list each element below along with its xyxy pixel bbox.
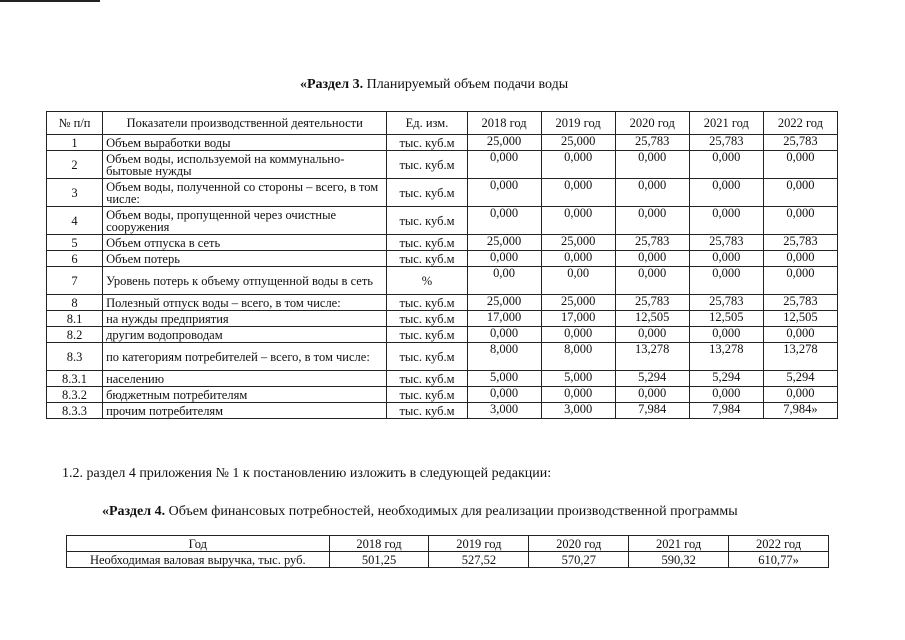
value-cell: 8,000 <box>541 343 615 371</box>
value-cell: 13,278 <box>689 343 763 371</box>
table-row <box>47 295 838 311</box>
header-cell: 2021 год <box>689 112 763 135</box>
value-cell: 17,000 <box>467 311 541 327</box>
row-number: 5 <box>47 235 103 251</box>
value-cell: 0,000 <box>689 151 763 179</box>
value-cell: 0,000 <box>541 207 615 235</box>
row-number: 8.3.3 <box>47 403 103 419</box>
value-cell: 0,00 <box>467 267 541 295</box>
section4-prefix: «Раздел 4. <box>102 504 166 519</box>
value-cell: 0,000 <box>689 387 763 403</box>
value-cell: 0,000 <box>467 151 541 179</box>
row-number: 3 <box>47 179 103 207</box>
row-number: 8.1 <box>47 311 103 327</box>
header-cell: 2022 год <box>763 112 837 135</box>
value-cell: 12,505 <box>689 311 763 327</box>
value-cell: 25,000 <box>541 295 615 311</box>
unit-cell: тыс. куб.м <box>387 371 467 387</box>
value-cell: 0,000 <box>689 207 763 235</box>
header-cell: 2019 год <box>429 536 529 552</box>
header-cell: Год <box>67 536 330 552</box>
table-row <box>47 327 838 343</box>
value-cell: 12,505 <box>763 311 837 327</box>
unit-cell: тыс. куб.м <box>387 151 467 179</box>
header-cell: 2022 год <box>729 536 829 552</box>
indicator-name: Полезный отпуск воды – всего, в том числе: <box>103 295 387 311</box>
value-cell: 501,25 <box>329 552 429 568</box>
value-cell: 0,000 <box>615 251 689 267</box>
header-cell: 2020 год <box>529 536 629 552</box>
value-cell: 25,783 <box>615 135 689 151</box>
value-cell: 0,000 <box>615 207 689 235</box>
value-cell: 25,783 <box>763 235 837 251</box>
table-row <box>47 151 838 179</box>
indicator-name: Объем воды, используемой на коммунально-бытовые нужды <box>103 151 387 179</box>
value-cell: 590,32 <box>629 552 729 568</box>
indicator-name: на нужды предприятия <box>103 311 387 327</box>
section3-title: Планируемый объем подачи воды <box>366 77 569 92</box>
value-cell: 527,52 <box>429 552 529 568</box>
row-number: 8.3.2 <box>47 387 103 403</box>
value-cell: 0,000 <box>467 179 541 207</box>
amendment-paragraph: 1.2. раздел 4 приложения № 1 к постановлению изложить в следующей редакции: <box>62 466 552 481</box>
value-cell: 0,000 <box>615 267 689 295</box>
value-cell: 0,000 <box>541 327 615 343</box>
row-number: 1 <box>47 135 103 151</box>
indicator-name: Объем отпуска в сеть <box>103 235 387 251</box>
value-cell: 3,000 <box>541 403 615 419</box>
header-cell: 2019 год <box>541 112 615 135</box>
unit-cell: тыс. куб.м <box>387 135 467 151</box>
row-number: 2 <box>47 151 103 179</box>
value-cell: 0,000 <box>689 251 763 267</box>
value-cell: 25,783 <box>689 135 763 151</box>
row-number: 8 <box>47 295 103 311</box>
indicator-name: Объем воды, полученной со стороны – всего, в том числе: <box>103 179 387 207</box>
indicator-name: по категориям потребителей – всего, в том числе: <box>103 343 387 371</box>
header-cell: 2020 год <box>615 112 689 135</box>
table-row <box>47 403 838 419</box>
section4-heading <box>102 504 738 520</box>
row-number: 8.2 <box>47 327 103 343</box>
unit-cell: тыс. куб.м <box>387 235 467 251</box>
header-cell: Показатели производственной деятельности <box>103 112 387 135</box>
section3-prefix: «Раздел 3. <box>300 77 364 92</box>
header-cell: Ед. изм. <box>387 112 467 135</box>
value-cell: 0,000 <box>541 387 615 403</box>
table-row <box>47 387 838 403</box>
value-cell: 0,000 <box>763 207 837 235</box>
water-supply-table <box>46 111 838 419</box>
value-cell: 7,984 <box>615 403 689 419</box>
value-cell: 8,000 <box>467 343 541 371</box>
row-number: 4 <box>47 207 103 235</box>
value-cell: 7,984» <box>763 403 837 419</box>
value-cell: 5,000 <box>467 371 541 387</box>
unit-cell: тыс. куб.м <box>387 311 467 327</box>
value-cell: 25,000 <box>541 135 615 151</box>
value-cell: 0,000 <box>689 267 763 295</box>
value-cell: 0,000 <box>763 151 837 179</box>
header-cell: 2018 год <box>329 536 429 552</box>
financial-needs-table <box>66 535 829 568</box>
value-cell: 0,000 <box>541 251 615 267</box>
table-row <box>47 371 838 387</box>
row-label: Необходимая валовая выручка, тыс. руб. <box>67 552 330 568</box>
value-cell: 3,000 <box>467 403 541 419</box>
row-number: 8.3.1 <box>47 371 103 387</box>
value-cell: 0,00 <box>541 267 615 295</box>
table-row <box>47 251 838 267</box>
row-number: 8.3 <box>47 343 103 371</box>
table-row <box>47 135 838 151</box>
value-cell: 0,000 <box>689 327 763 343</box>
unit-cell: тыс. куб.м <box>387 179 467 207</box>
unit-cell: тыс. куб.м <box>387 207 467 235</box>
table-header-row <box>47 112 838 135</box>
value-cell: 0,000 <box>541 151 615 179</box>
row-number: 7 <box>47 267 103 295</box>
top-border-line <box>0 0 100 2</box>
indicator-name: населению <box>103 371 387 387</box>
table-row <box>47 267 838 295</box>
indicator-name: прочим потребителям <box>103 403 387 419</box>
indicator-name: Объем потерь <box>103 251 387 267</box>
unit-cell: тыс. куб.м <box>387 295 467 311</box>
value-cell: 7,984 <box>689 403 763 419</box>
table-row <box>67 552 829 568</box>
value-cell: 0,000 <box>541 179 615 207</box>
value-cell: 0,000 <box>763 387 837 403</box>
value-cell: 0,000 <box>467 207 541 235</box>
value-cell: 25,000 <box>467 135 541 151</box>
value-cell: 5,294 <box>763 371 837 387</box>
unit-cell: тыс. куб.м <box>387 251 467 267</box>
value-cell: 25,783 <box>615 295 689 311</box>
value-cell: 0,000 <box>615 327 689 343</box>
indicator-name: Объем воды, пропущенной через очистные сооружения <box>103 207 387 235</box>
value-cell: 0,000 <box>467 327 541 343</box>
unit-cell: тыс. куб.м <box>387 327 467 343</box>
table-row <box>47 207 838 235</box>
value-cell: 25,783 <box>763 135 837 151</box>
table-header-row <box>67 536 829 552</box>
value-cell: 610,77» <box>729 552 829 568</box>
header-cell: № п/п <box>47 112 103 135</box>
table-body <box>47 135 838 419</box>
row-number: 6 <box>47 251 103 267</box>
value-cell: 25,000 <box>541 235 615 251</box>
unit-cell: тыс. куб.м <box>387 387 467 403</box>
value-cell: 25,783 <box>689 235 763 251</box>
value-cell: 0,000 <box>615 151 689 179</box>
value-cell: 0,000 <box>763 327 837 343</box>
value-cell: 13,278 <box>763 343 837 371</box>
section4-title: Объем финансовых потребностей, необходимых для реализации производственной программы <box>168 504 738 519</box>
indicator-name: Уровень потерь к объему отпущенной воды в сеть <box>103 267 387 295</box>
value-cell: 0,000 <box>763 179 837 207</box>
section3-heading <box>300 77 568 93</box>
value-cell: 17,000 <box>541 311 615 327</box>
value-cell: 0,000 <box>615 387 689 403</box>
indicator-name: бюджетным потребителям <box>103 387 387 403</box>
table-row <box>47 343 838 371</box>
value-cell: 13,278 <box>615 343 689 371</box>
value-cell: 0,000 <box>467 387 541 403</box>
header-cell: 2018 год <box>467 112 541 135</box>
value-cell: 570,27 <box>529 552 629 568</box>
value-cell: 0,000 <box>615 179 689 207</box>
value-cell: 5,000 <box>541 371 615 387</box>
value-cell: 0,000 <box>467 251 541 267</box>
value-cell: 25,000 <box>467 295 541 311</box>
value-cell: 25,000 <box>467 235 541 251</box>
value-cell: 0,000 <box>689 179 763 207</box>
indicator-name: Объем выработки воды <box>103 135 387 151</box>
unit-cell: % <box>387 267 467 295</box>
value-cell: 0,000 <box>763 251 837 267</box>
value-cell: 5,294 <box>689 371 763 387</box>
table-row <box>47 179 838 207</box>
value-cell: 25,783 <box>763 295 837 311</box>
table-row <box>47 311 838 327</box>
unit-cell: тыс. куб.м <box>387 343 467 371</box>
header-cell: 2021 год <box>629 536 729 552</box>
unit-cell: тыс. куб.м <box>387 403 467 419</box>
value-cell: 12,505 <box>615 311 689 327</box>
table-row <box>47 235 838 251</box>
indicator-name: другим водопроводам <box>103 327 387 343</box>
value-cell: 5,294 <box>615 371 689 387</box>
value-cell: 25,783 <box>689 295 763 311</box>
value-cell: 25,783 <box>615 235 689 251</box>
value-cell: 0,000 <box>763 267 837 295</box>
